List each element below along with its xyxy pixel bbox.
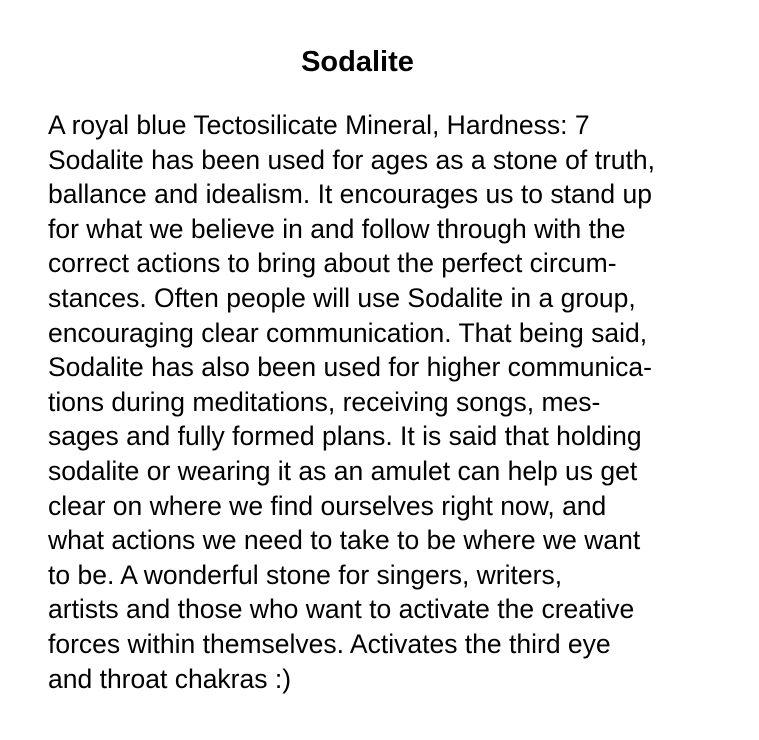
text-line: encouraging clear communication. That being said, bbox=[48, 317, 648, 348]
text-line: tions during meditations, receiving songs, mes- bbox=[48, 386, 601, 417]
text-line: to be. A wonderful stone for singers, writers, bbox=[48, 559, 563, 590]
description-text bbox=[48, 108, 655, 696]
text-line: and throat chakras :) bbox=[48, 663, 292, 694]
text-line: Sodalite has also been used for higher communica- bbox=[48, 352, 652, 383]
text-line: for what we believe in and follow through with the bbox=[48, 213, 626, 244]
text-line: what actions we need to take to be where we want bbox=[48, 525, 641, 556]
text-line: stances. Often people will use Sodalite in a group, bbox=[48, 282, 636, 313]
text-line: artists and those who want to activate the creative bbox=[48, 594, 635, 625]
text-line: sodalite or wearing it as an amulet can help us get bbox=[48, 455, 638, 486]
text-line: A royal blue Tectosilicate Mineral, Hardness: 7 bbox=[48, 110, 590, 140]
text-line: forces within themselves. Activates the third eye bbox=[48, 628, 611, 659]
text-line: Sodalite has been used for ages as a stone of truth, bbox=[48, 144, 655, 175]
page-title: Sodalite bbox=[301, 46, 414, 78]
text-line: correct actions to bring about the perfect circum- bbox=[48, 248, 617, 279]
text-line: ballance and idealism. It encourages us to stand up bbox=[48, 179, 653, 210]
text-line: clear on where we find ourselves right now, and bbox=[48, 490, 607, 521]
text-line: sages and fully formed plans. It is said that holding bbox=[48, 421, 642, 452]
